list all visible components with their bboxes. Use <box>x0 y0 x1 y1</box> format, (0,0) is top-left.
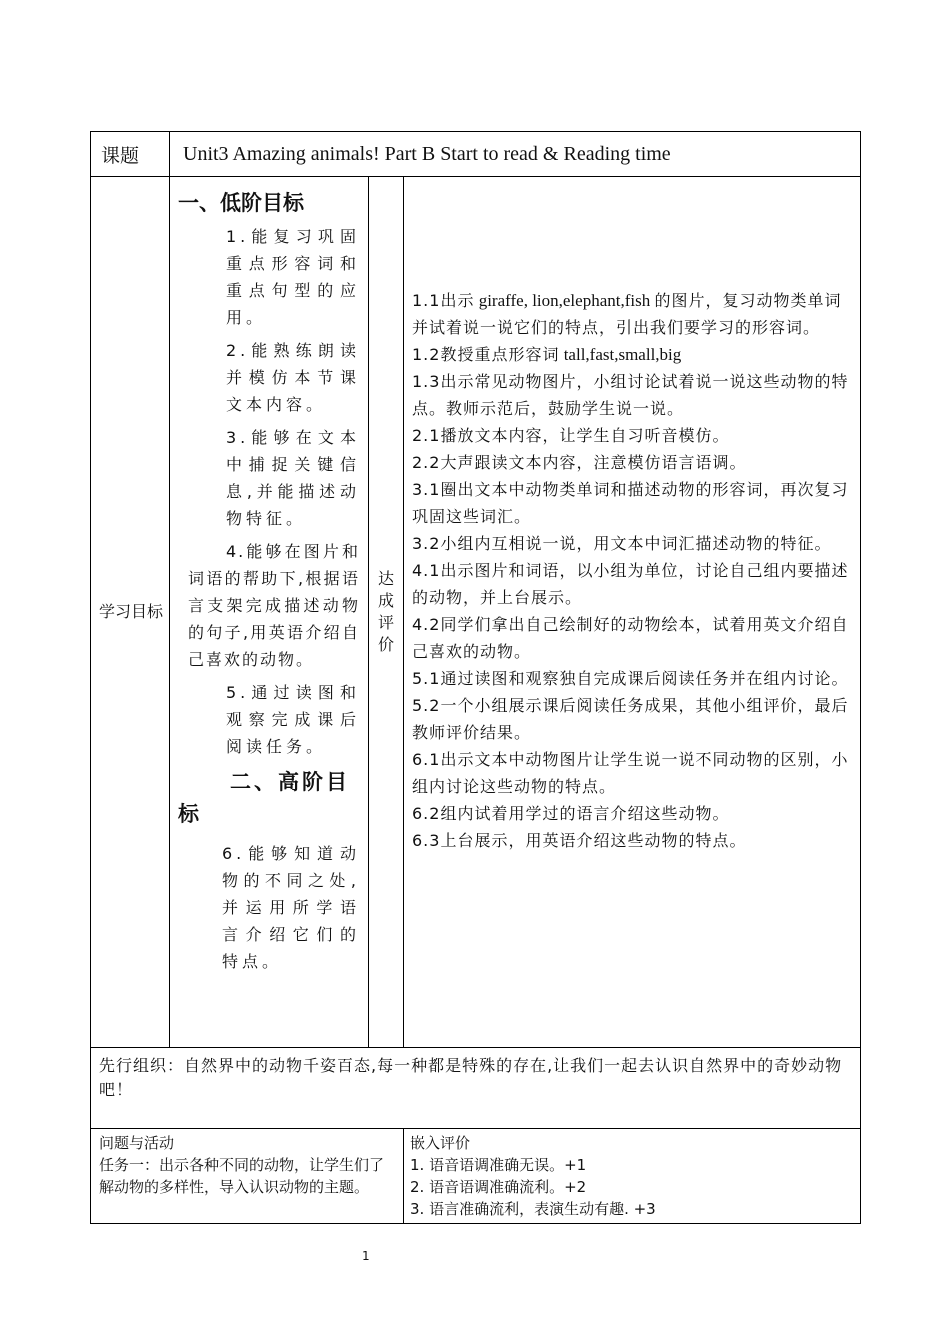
task-one: 任务一：出示各种不同的动物，让学生们了解动物的多样性，导入认识动物的主题。 <box>99 1156 385 1196</box>
activity-text-pre: 5.1通过读图和观察独自完成课后阅读任务并在组内讨论。 <box>412 669 849 688</box>
advance-organizer-row <box>91 1048 861 1129</box>
activity-item <box>412 746 854 800</box>
objectives-label: 学习目标 <box>91 177 170 1048</box>
tasks-cell <box>91 1129 404 1224</box>
activity-text-pre: 3.1圈出文本中动物类单词和描述动物的形容词，再次复习巩固这些词汇。 <box>412 480 849 526</box>
objectives-cell <box>170 177 369 1048</box>
activity-item <box>412 476 854 530</box>
activity-text-pre: 4.2同学们拿出自己绘制好的动物绘本，试着用英文介绍自己喜欢的动物。 <box>412 615 849 661</box>
activity-item <box>412 557 854 611</box>
activity-text-pre: 6.2组内试着用学过的语言介绍这些动物。 <box>412 804 730 823</box>
activity-text-pre: 5.2一个小组展示课后阅读任务成果，其他小组评价，最后教师评价结果。 <box>412 696 849 742</box>
activity-item <box>412 827 854 854</box>
activity-text-pre: 1.3出示常见动物图片，小组讨论试着说一说这些动物的特点。教师示范后，鼓励学生说一说。 <box>412 372 849 418</box>
activity-item <box>412 449 854 476</box>
eval-char: 价 <box>377 635 394 654</box>
page-number: 1 <box>362 1249 370 1263</box>
goal-item-1: 1.能复习巩固重点形容词和重点句型的应用。 <box>226 227 360 327</box>
activity-item <box>412 287 854 341</box>
embedded-eval-item: 1. 语音语调准确无误。+1 <box>410 1156 587 1174</box>
embedded-eval-item: 2. 语音语调准确流利。+2 <box>410 1178 587 1196</box>
goal-item-4: 4.能够在图片和词语的帮助下,根据语言支架完成描述动物的句子,用英语介绍自己喜欢的动物。 <box>188 542 360 669</box>
low-goal-heading: 一、低阶目标 <box>178 191 304 215</box>
goal-item-6: 6.能够知道动物的不同之处,并运用所学语言介绍它们的特点。 <box>222 844 360 971</box>
evaluation-label <box>369 177 404 1048</box>
activity-item <box>412 665 854 692</box>
eval-char: 评 <box>377 613 394 632</box>
goal-item-5: 5.通过读图和观察完成课后阅读任务。 <box>226 683 360 756</box>
activity-text-en: giraffe, lion,elephant,fish <box>474 291 655 310</box>
activity-list <box>412 287 854 854</box>
activity-item <box>412 422 854 449</box>
activity-item <box>412 341 854 368</box>
activity-text-pre: 2.1播放文本内容，让学生自习听音模仿。 <box>412 426 730 445</box>
eval-char: 成 <box>377 591 394 610</box>
activity-text-pre: 1.2教授重点形容词 <box>412 345 560 364</box>
activity-text-pre: 6.1出示文本中动物图片让学生说一说不同动物的区别，小组内讨论这些动物的特点。 <box>412 750 849 796</box>
lesson-plan-table <box>90 131 861 1224</box>
topic-row <box>91 132 861 177</box>
activity-text-pre: 1.1出示 <box>412 291 475 310</box>
tasks-heading: 问题与活动 <box>99 1134 175 1152</box>
activity-text-en: tall,fast,small,big <box>559 345 682 364</box>
activity-text-pre: 6.3上台展示，用英语介绍这些动物的特点。 <box>412 831 747 850</box>
embedded-eval-item: 3. 语言准确流利，表演生动有趣. +3 <box>410 1200 656 1218</box>
activities-cell <box>404 177 861 1048</box>
high-goal-heading: 二、高阶目标 <box>178 770 350 826</box>
topic-label: 课题 <box>91 132 170 177</box>
activity-item <box>412 368 854 422</box>
activity-text-post: 的图片，复习动物类单词并试着说一说它们的特点，引出我们要学习的形容词。 <box>412 291 842 337</box>
activity-text-pre: 2.2大声跟读文本内容，注意模仿语言语调。 <box>412 453 747 472</box>
activity-item <box>412 530 854 557</box>
goal-item-3: 3.能够在文本中捕捉关键信息,并能描述动物特征。 <box>226 428 360 528</box>
activity-item <box>412 611 854 665</box>
embedded-eval-heading: 嵌入评价 <box>410 1134 471 1152</box>
activity-text-pre: 3.2小组内互相说一说，用文本中词汇描述动物的特征。 <box>412 534 832 553</box>
tasks-row <box>91 1129 861 1224</box>
activity-item <box>412 800 854 827</box>
objectives-row <box>91 177 861 1048</box>
activity-item <box>412 692 854 746</box>
eval-char: 达 <box>377 569 394 588</box>
lesson-title: Unit3 Amazing animals! Part B Start to read & Reading time <box>170 132 861 177</box>
advance-organizer: 先行组织：自然界中的动物千姿百态,每一种都是特殊的存在,让我们一起去认识自然界中的奇妙动物吧！ <box>91 1048 861 1129</box>
goal-item-2: 2.能熟练朗读并模仿本节课文本内容。 <box>226 341 360 414</box>
embedded-eval-cell <box>404 1129 861 1224</box>
activity-text-pre: 4.1出示图片和词语，以小组为单位，讨论自己组内要描述的动物，并上台展示。 <box>412 561 849 607</box>
